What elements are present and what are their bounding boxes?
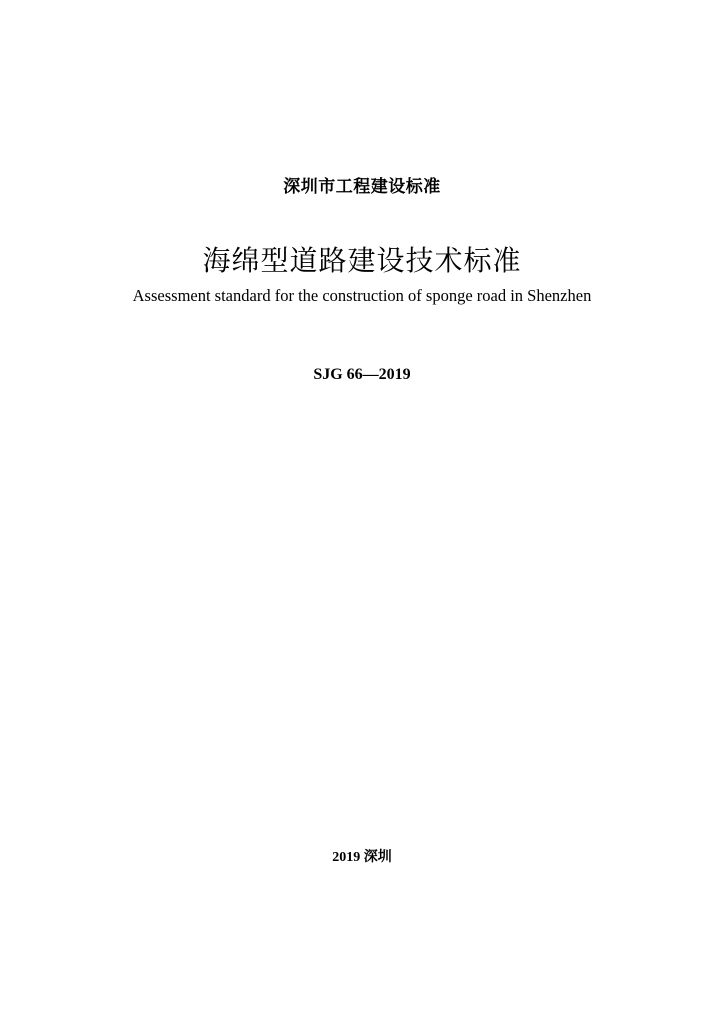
publication-year-place: 2019 深圳 [332, 850, 392, 865]
document-title-chinese: 海绵型道路建设技术标准 [202, 244, 522, 277]
document-title-english: Assessment standard for the construction of sponge road in Shenzhen [132, 286, 592, 305]
series-title: 深圳市工程建设标准 [283, 177, 441, 197]
standard-code: SJG 66—2019 [313, 366, 411, 383]
